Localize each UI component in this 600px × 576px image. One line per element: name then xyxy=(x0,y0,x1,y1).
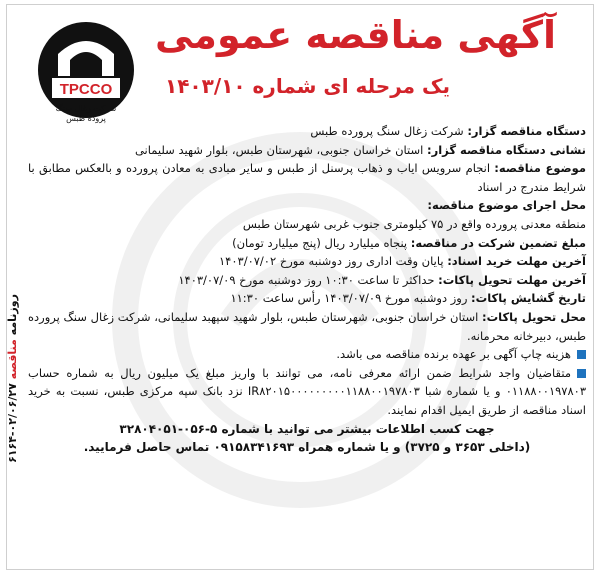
item-label: تاریخ گشایش پاکات: xyxy=(471,291,586,306)
item-label: آخرین مهلت خرید اسناد: xyxy=(447,254,586,269)
logo-caption-line2: پروده طبس xyxy=(66,114,106,123)
side-date: ۰۲/۰۶/۲۷-۶۱۶۴ xyxy=(5,378,19,463)
item-row xyxy=(28,159,586,196)
note-text: هزینه چاپ آگهی بر عهده برنده مناقصه می باشد. xyxy=(336,347,571,362)
item-row xyxy=(28,141,586,160)
item-row xyxy=(28,196,586,215)
item-label: آخرین مهلت تحویل پاکات: xyxy=(438,272,586,287)
side-strip xyxy=(2,200,22,556)
item-label: دستگاه مناقصه گزار: xyxy=(467,124,586,138)
item-row xyxy=(28,234,586,253)
side-brand: مناقصه xyxy=(5,338,19,379)
notice-title: آگهی مناقصه عمومی xyxy=(154,13,556,57)
side-label: روزنامه xyxy=(5,293,19,339)
note-text: متقاضیان واجد شرایط ضمن ارائه معرفی نامه، می توانند با واریز مبلغ یک میلیون ریال به شماره حساب ۰۱۱۸۸۰۰۱۹۷۸۰۳ و یا شماره شبا IR۸۲۰۱۵۰۰۰۰۰۰۰۰۰۱۱۸۸۰۰۱۹۷۸۰۳ نزد بانک سپه مرکزی طبس، نسبت به خرید اسناد مناقصه از طریق ایمیل اقدام نمایند. xyxy=(28,365,587,417)
notice-body xyxy=(28,122,586,457)
bullet-icon xyxy=(577,350,586,359)
item-value: روز دوشنبه مورخ ۱۴۰۳/۰۷/۰۹ رأس ساعت ۱۱:۳۰ xyxy=(230,291,472,306)
item-value: منطقه معدنی پرورده واقع در ۷۵ کیلومتری جنوب غربی شهرستان طبس xyxy=(242,216,586,231)
item-label: موضوع مناقصه: xyxy=(494,161,586,176)
item-value: شرکت زغال سنگ پرورده طبس xyxy=(310,124,468,138)
item-value: پنجاه میلیارد ریال (پنج میلیارد تومان) xyxy=(232,235,411,250)
item-row xyxy=(28,308,586,345)
item-value: استان خراسان جنوبی، شهرستان طبس، بلوار شهید سلیمانی xyxy=(134,142,428,157)
logo-caption-line1: شرکت زغال سنگ xyxy=(55,104,117,113)
bullet-icon xyxy=(577,369,586,378)
item-label: محل تحویل پاکات: xyxy=(482,309,586,324)
item-value: پایان وقت اداری روز دوشنبه مورخ ۱۴۰۳/۰۷/۰۲ xyxy=(219,254,448,269)
item-value: حداکثر تا ساعت ۱۰:۳۰ روز دوشنبه مورخ ۱۴۰۳/۰۷/۰۹ xyxy=(178,272,439,287)
tender-number: یک مرحله ای شماره ۱۴۰۳/۱۰ xyxy=(164,74,450,98)
item-value: انجام سرویس ایاب و ذهاب پرسنل از طبس و سایر مبادی به معادن پرورده و بالعکس مطابق با شرایط مندرج در اسناد xyxy=(28,161,586,194)
item-label: نشانی دستگاه مناقصه گزار: xyxy=(427,142,586,157)
note-item xyxy=(28,345,586,364)
note-item xyxy=(28,364,586,420)
logo-text: TPCCO xyxy=(59,81,113,98)
item-row xyxy=(28,122,586,141)
item-row xyxy=(28,289,586,308)
item-value: استان خراسان جنوبی، شهرستان طبس، بلوار شهید سپهبد سلیمانی، شرکت زغال سنگ پرورده طبس، دبیرخانه محرمانه. xyxy=(28,309,586,343)
item-row xyxy=(28,252,586,271)
item-row xyxy=(28,215,586,234)
item-label: محل اجرای موضوع مناقصه: xyxy=(427,198,586,213)
item-row xyxy=(28,271,586,290)
contact-line1: جهت کسب اطلاعات بیشتر می توانید با شماره ۵-۰۵۶-۳۲۸۰۴۰۵۱ xyxy=(119,421,495,436)
item-label: مبلغ تضمین شرکت در مناقصه: xyxy=(410,235,586,250)
contact-line2: (داخلی ۳۶۵۳ و ۳۷۲۵) و یا شماره همراه ۰۹۱۵۸۳۴۱۶۹۳ تماس حاصل فرمایید. xyxy=(83,440,531,455)
